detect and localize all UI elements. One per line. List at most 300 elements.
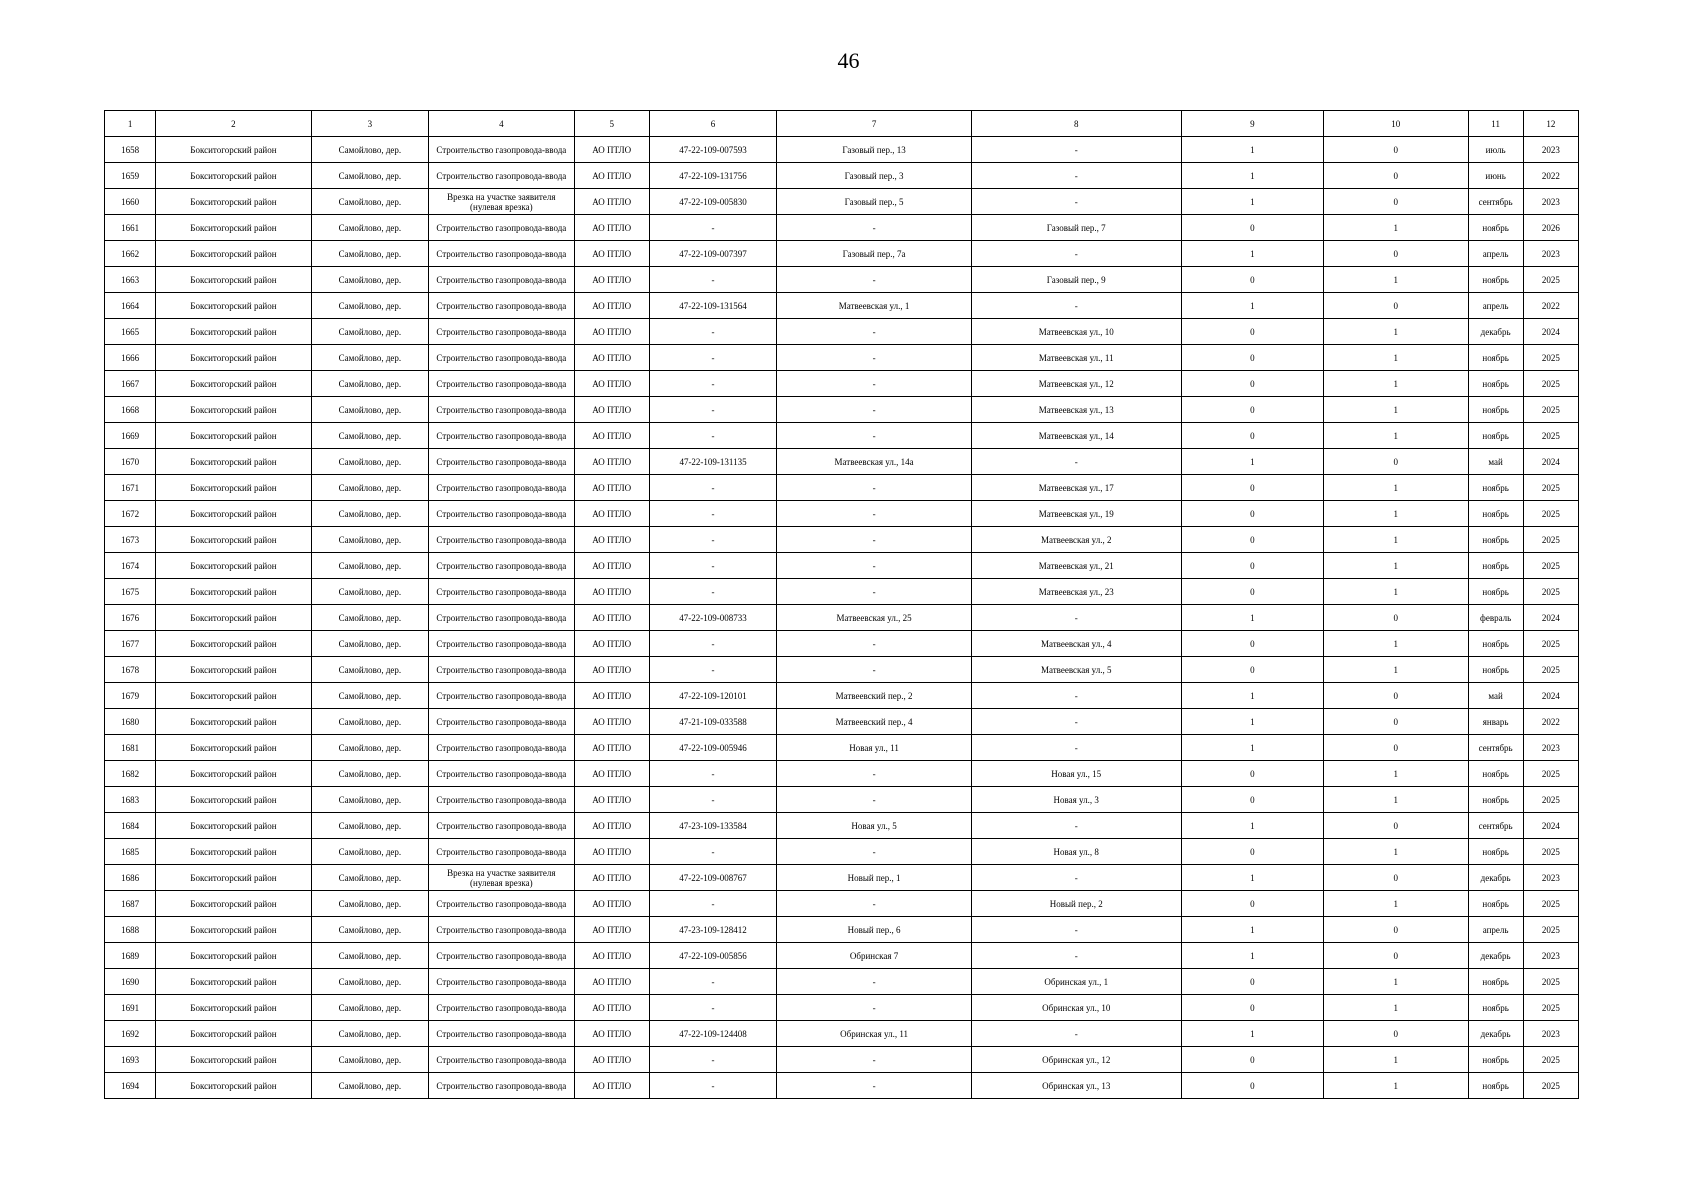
table-row (105, 1047, 1579, 1073)
cell-month: апрель (1468, 241, 1523, 267)
cell-settlement: Самойлово, дер. (311, 501, 428, 527)
cell-district: Бокситогорский район (156, 319, 312, 345)
cell-address: - (777, 371, 972, 397)
cell-planned-address: - (971, 189, 1181, 215)
cell-work-type: Строительство газопровода-ввода (429, 1021, 574, 1047)
cell-address: - (777, 761, 972, 787)
cell-district: Бокситогорский район (156, 865, 312, 891)
table-row (105, 527, 1579, 553)
column-header: 2 (156, 111, 312, 137)
cell-month: апрель (1468, 917, 1523, 943)
cell-district: Бокситогорский район (156, 345, 312, 371)
cell-organization: АО ПТЛО (574, 137, 649, 163)
cell-planned-address: Газовый пер., 9 (971, 267, 1181, 293)
cell-row-number: 1684 (105, 813, 156, 839)
cell-cadastral-number: - (649, 761, 776, 787)
cell-settlement: Самойлово, дер. (311, 1021, 428, 1047)
cell-settlement: Самойлово, дер. (311, 969, 428, 995)
column-header: 5 (574, 111, 649, 137)
cell-work-type: Строительство газопровода-ввода (429, 319, 574, 345)
cell-row-number: 1658 (105, 137, 156, 163)
table-row (105, 839, 1579, 865)
cell-settlement: Самойлово, дер. (311, 449, 428, 475)
cell-work-type: Строительство газопровода-ввода (429, 215, 574, 241)
table-row (105, 631, 1579, 657)
cell-year: 2026 (1523, 215, 1578, 241)
cell-count-a: 0 (1181, 319, 1323, 345)
cell-row-number: 1664 (105, 293, 156, 319)
cell-count-b: 1 (1324, 475, 1468, 501)
cell-row-number: 1687 (105, 891, 156, 917)
cell-count-b: 1 (1324, 371, 1468, 397)
cell-count-b: 1 (1324, 631, 1468, 657)
cell-year: 2023 (1523, 1021, 1578, 1047)
cell-organization: АО ПТЛО (574, 267, 649, 293)
cell-settlement: Самойлово, дер. (311, 735, 428, 761)
cell-row-number: 1666 (105, 345, 156, 371)
cell-organization: АО ПТЛО (574, 1021, 649, 1047)
cell-count-b: 0 (1324, 449, 1468, 475)
cell-count-b: 0 (1324, 241, 1468, 267)
cell-district: Бокситогорский район (156, 761, 312, 787)
cell-count-a: 0 (1181, 891, 1323, 917)
table-row (105, 189, 1579, 215)
cell-month: ноябрь (1468, 631, 1523, 657)
gasification-table (104, 110, 1579, 1099)
cell-count-a: 0 (1181, 371, 1323, 397)
cell-district: Бокситогорский район (156, 1073, 312, 1099)
cell-district: Бокситогорский район (156, 657, 312, 683)
cell-settlement: Самойлово, дер. (311, 189, 428, 215)
cell-settlement: Самойлово, дер. (311, 605, 428, 631)
table-row (105, 1073, 1579, 1099)
table-row (105, 215, 1579, 241)
cell-planned-address: Матвеевская ул., 13 (971, 397, 1181, 423)
cell-year: 2025 (1523, 787, 1578, 813)
cell-district: Бокситогорский район (156, 215, 312, 241)
cell-year: 2025 (1523, 657, 1578, 683)
cell-work-type: Строительство газопровода-ввода (429, 891, 574, 917)
cell-month: ноябрь (1468, 1047, 1523, 1073)
cell-year: 2023 (1523, 865, 1578, 891)
cell-row-number: 1671 (105, 475, 156, 501)
cell-count-b: 0 (1324, 189, 1468, 215)
cell-cadastral-number: - (649, 553, 776, 579)
cell-row-number: 1680 (105, 709, 156, 735)
cell-planned-address: Матвеевская ул., 5 (971, 657, 1181, 683)
cell-organization: АО ПТЛО (574, 215, 649, 241)
cell-organization: АО ПТЛО (574, 371, 649, 397)
cell-address: Новый пер., 6 (777, 917, 972, 943)
column-header: 7 (777, 111, 972, 137)
cell-planned-address: Обринская ул., 10 (971, 995, 1181, 1021)
cell-organization: АО ПТЛО (574, 865, 649, 891)
cell-work-type: Строительство газопровода-ввода (429, 241, 574, 267)
cell-address: - (777, 657, 972, 683)
cell-address: - (777, 475, 972, 501)
cell-month: сентябрь (1468, 813, 1523, 839)
cell-count-b: 0 (1324, 163, 1468, 189)
cell-district: Бокситогорский район (156, 449, 312, 475)
cell-planned-address: Новая ул., 8 (971, 839, 1181, 865)
cell-district: Бокситогорский район (156, 943, 312, 969)
cell-count-b: 1 (1324, 995, 1468, 1021)
cell-address: Обринская 7 (777, 943, 972, 969)
cell-cadastral-number: 47-22-109-007397 (649, 241, 776, 267)
cell-cadastral-number: 47-22-109-005856 (649, 943, 776, 969)
cell-work-type: Строительство газопровода-ввода (429, 683, 574, 709)
cell-cadastral-number: - (649, 1047, 776, 1073)
cell-organization: АО ПТЛО (574, 449, 649, 475)
cell-district: Бокситогорский район (156, 891, 312, 917)
cell-count-a: 0 (1181, 1047, 1323, 1073)
cell-month: январь (1468, 709, 1523, 735)
cell-row-number: 1689 (105, 943, 156, 969)
table-row (105, 553, 1579, 579)
cell-count-a: 1 (1181, 605, 1323, 631)
cell-organization: АО ПТЛО (574, 657, 649, 683)
cell-count-b: 1 (1324, 527, 1468, 553)
cell-settlement: Самойлово, дер. (311, 215, 428, 241)
cell-settlement: Самойлово, дер. (311, 527, 428, 553)
cell-month: декабрь (1468, 943, 1523, 969)
column-header: 3 (311, 111, 428, 137)
cell-organization: АО ПТЛО (574, 475, 649, 501)
cell-settlement: Самойлово, дер. (311, 631, 428, 657)
cell-settlement: Самойлово, дер. (311, 891, 428, 917)
cell-district: Бокситогорский район (156, 631, 312, 657)
cell-address: - (777, 891, 972, 917)
cell-district: Бокситогорский район (156, 293, 312, 319)
cell-row-number: 1669 (105, 423, 156, 449)
cell-count-b: 1 (1324, 891, 1468, 917)
cell-row-number: 1673 (105, 527, 156, 553)
cell-district: Бокситогорский район (156, 787, 312, 813)
cell-address: - (777, 501, 972, 527)
cell-address: - (777, 995, 972, 1021)
cell-count-b: 1 (1324, 345, 1468, 371)
cell-address: Новая ул., 11 (777, 735, 972, 761)
cell-year: 2022 (1523, 709, 1578, 735)
cell-cadastral-number: 47-22-109-131135 (649, 449, 776, 475)
cell-address: - (777, 969, 972, 995)
column-header: 9 (1181, 111, 1323, 137)
cell-year: 2025 (1523, 839, 1578, 865)
table-row (105, 1021, 1579, 1047)
cell-work-type: Строительство газопровода-ввода (429, 709, 574, 735)
cell-cadastral-number: 47-22-109-005946 (649, 735, 776, 761)
table-row (105, 137, 1579, 163)
cell-address: Новая ул., 5 (777, 813, 972, 839)
cell-planned-address: - (971, 943, 1181, 969)
cell-settlement: Самойлово, дер. (311, 1047, 428, 1073)
cell-month: сентябрь (1468, 735, 1523, 761)
cell-planned-address: Матвеевская ул., 10 (971, 319, 1181, 345)
cell-settlement: Самойлово, дер. (311, 917, 428, 943)
column-header: 6 (649, 111, 776, 137)
cell-address: Газовый пер., 5 (777, 189, 972, 215)
cell-year: 2025 (1523, 969, 1578, 995)
cell-district: Бокситогорский район (156, 241, 312, 267)
cell-count-a: 1 (1181, 1021, 1323, 1047)
cell-address: Матвеевский пер., 2 (777, 683, 972, 709)
column-number-row (105, 111, 1579, 137)
cell-organization: АО ПТЛО (574, 553, 649, 579)
cell-year: 2024 (1523, 683, 1578, 709)
cell-year: 2023 (1523, 735, 1578, 761)
cell-year: 2025 (1523, 501, 1578, 527)
table-row (105, 267, 1579, 293)
cell-year: 2025 (1523, 475, 1578, 501)
cell-count-b: 1 (1324, 319, 1468, 345)
cell-cadastral-number: 47-22-109-008767 (649, 865, 776, 891)
cell-count-b: 1 (1324, 397, 1468, 423)
cell-planned-address: - (971, 241, 1181, 267)
cell-settlement: Самойлово, дер. (311, 397, 428, 423)
cell-month: ноябрь (1468, 657, 1523, 683)
cell-planned-address: - (971, 293, 1181, 319)
cell-planned-address: Обринская ул., 1 (971, 969, 1181, 995)
cell-address: - (777, 579, 972, 605)
cell-count-a: 0 (1181, 839, 1323, 865)
cell-work-type: Строительство газопровода-ввода (429, 1047, 574, 1073)
cell-year: 2022 (1523, 293, 1578, 319)
cell-address: - (777, 839, 972, 865)
cell-organization: АО ПТЛО (574, 293, 649, 319)
cell-organization: АО ПТЛО (574, 917, 649, 943)
cell-work-type: Строительство газопровода-ввода (429, 605, 574, 631)
table-row (105, 293, 1579, 319)
table-row (105, 241, 1579, 267)
cell-cadastral-number: - (649, 969, 776, 995)
table-row (105, 969, 1579, 995)
cell-row-number: 1676 (105, 605, 156, 631)
cell-count-a: 0 (1181, 527, 1323, 553)
cell-count-b: 1 (1324, 579, 1468, 605)
cell-planned-address: Матвеевская ул., 12 (971, 371, 1181, 397)
cell-year: 2025 (1523, 267, 1578, 293)
cell-district: Бокситогорский район (156, 839, 312, 865)
table-row (105, 709, 1579, 735)
cell-work-type: Строительство газопровода-ввода (429, 1073, 574, 1099)
cell-count-a: 0 (1181, 553, 1323, 579)
cell-organization: АО ПТЛО (574, 527, 649, 553)
cell-settlement: Самойлово, дер. (311, 761, 428, 787)
cell-organization: АО ПТЛО (574, 995, 649, 1021)
cell-cadastral-number: - (649, 475, 776, 501)
cell-settlement: Самойлово, дер. (311, 371, 428, 397)
table-row (105, 475, 1579, 501)
cell-count-a: 0 (1181, 761, 1323, 787)
cell-district: Бокситогорский район (156, 605, 312, 631)
cell-district: Бокситогорский район (156, 189, 312, 215)
cell-row-number: 1691 (105, 995, 156, 1021)
cell-cadastral-number: - (649, 1073, 776, 1099)
cell-cadastral-number: - (649, 527, 776, 553)
cell-count-a: 0 (1181, 969, 1323, 995)
cell-count-a: 0 (1181, 423, 1323, 449)
column-header: 1 (105, 111, 156, 137)
cell-address: Газовый пер., 7а (777, 241, 972, 267)
cell-month: декабрь (1468, 319, 1523, 345)
cell-organization: АО ПТЛО (574, 345, 649, 371)
cell-work-type: Строительство газопровода-ввода (429, 631, 574, 657)
cell-planned-address: Матвеевская ул., 2 (971, 527, 1181, 553)
cell-work-type: Врезка на участке заявителя (нулевая врезка) (429, 189, 574, 215)
cell-district: Бокситогорский район (156, 969, 312, 995)
cell-count-a: 1 (1181, 449, 1323, 475)
cell-work-type: Врезка на участке заявителя (нулевая врезка) (429, 865, 574, 891)
cell-organization: АО ПТЛО (574, 423, 649, 449)
cell-row-number: 1688 (105, 917, 156, 943)
cell-year: 2024 (1523, 449, 1578, 475)
cell-row-number: 1660 (105, 189, 156, 215)
table-row (105, 891, 1579, 917)
cell-settlement: Самойлово, дер. (311, 163, 428, 189)
cell-settlement: Самойлово, дер. (311, 657, 428, 683)
cell-year: 2025 (1523, 553, 1578, 579)
cell-settlement: Самойлово, дер. (311, 137, 428, 163)
cell-count-a: 0 (1181, 631, 1323, 657)
cell-count-a: 0 (1181, 501, 1323, 527)
cell-address: Обринская ул., 11 (777, 1021, 972, 1047)
cell-month: февраль (1468, 605, 1523, 631)
cell-row-number: 1659 (105, 163, 156, 189)
cell-cadastral-number: - (649, 345, 776, 371)
cell-organization: АО ПТЛО (574, 163, 649, 189)
cell-address: - (777, 787, 972, 813)
cell-year: 2025 (1523, 397, 1578, 423)
cell-row-number: 1672 (105, 501, 156, 527)
cell-organization: АО ПТЛО (574, 579, 649, 605)
cell-work-type: Строительство газопровода-ввода (429, 501, 574, 527)
cell-settlement: Самойлово, дер. (311, 241, 428, 267)
cell-district: Бокситогорский район (156, 475, 312, 501)
table-row (105, 787, 1579, 813)
cell-organization: АО ПТЛО (574, 1047, 649, 1073)
cell-address: - (777, 215, 972, 241)
cell-month: ноябрь (1468, 553, 1523, 579)
cell-row-number: 1663 (105, 267, 156, 293)
cell-count-b: 0 (1324, 709, 1468, 735)
table-row (105, 865, 1579, 891)
table-row (105, 345, 1579, 371)
cell-organization: АО ПТЛО (574, 735, 649, 761)
cell-planned-address: - (971, 137, 1181, 163)
cell-district: Бокситогорский район (156, 709, 312, 735)
cell-month: май (1468, 449, 1523, 475)
cell-count-a: 0 (1181, 995, 1323, 1021)
cell-planned-address: Матвеевская ул., 23 (971, 579, 1181, 605)
cell-row-number: 1667 (105, 371, 156, 397)
cell-count-b: 1 (1324, 553, 1468, 579)
cell-address: - (777, 1047, 972, 1073)
cell-settlement: Самойлово, дер. (311, 293, 428, 319)
cell-count-a: 1 (1181, 137, 1323, 163)
cell-year: 2024 (1523, 319, 1578, 345)
page-number: 46 (837, 48, 860, 73)
cell-settlement: Самойлово, дер. (311, 475, 428, 501)
cell-address: Матвеевский пер., 4 (777, 709, 972, 735)
cell-row-number: 1661 (105, 215, 156, 241)
table-row (105, 579, 1579, 605)
cell-count-b: 0 (1324, 917, 1468, 943)
cell-count-a: 1 (1181, 683, 1323, 709)
cell-work-type: Строительство газопровода-ввода (429, 553, 574, 579)
cell-district: Бокситогорский район (156, 683, 312, 709)
cell-work-type: Строительство газопровода-ввода (429, 137, 574, 163)
cell-count-a: 0 (1181, 397, 1323, 423)
cell-district: Бокситогорский район (156, 579, 312, 605)
cell-organization: АО ПТЛО (574, 943, 649, 969)
cell-district: Бокситогорский район (156, 501, 312, 527)
cell-settlement: Самойлово, дер. (311, 709, 428, 735)
cell-cadastral-number: 47-22-109-007593 (649, 137, 776, 163)
cell-planned-address: Обринская ул., 13 (971, 1073, 1181, 1099)
cell-count-b: 0 (1324, 683, 1468, 709)
cell-work-type: Строительство газопровода-ввода (429, 423, 574, 449)
cell-row-number: 1670 (105, 449, 156, 475)
cell-work-type: Строительство газопровода-ввода (429, 735, 574, 761)
cell-district: Бокситогорский район (156, 137, 312, 163)
cell-address: Матвеевская ул., 25 (777, 605, 972, 631)
cell-year: 2022 (1523, 163, 1578, 189)
cell-count-b: 0 (1324, 137, 1468, 163)
cell-settlement: Самойлово, дер. (311, 423, 428, 449)
cell-work-type: Строительство газопровода-ввода (429, 813, 574, 839)
cell-cadastral-number: 47-21-109-033588 (649, 709, 776, 735)
cell-settlement: Самойлово, дер. (311, 267, 428, 293)
cell-organization: АО ПТЛО (574, 683, 649, 709)
table-row (105, 735, 1579, 761)
cell-organization: АО ПТЛО (574, 709, 649, 735)
cell-month: ноябрь (1468, 371, 1523, 397)
cell-planned-address: Матвеевская ул., 14 (971, 423, 1181, 449)
cell-year: 2025 (1523, 1073, 1578, 1099)
cell-count-a: 0 (1181, 345, 1323, 371)
cell-count-a: 0 (1181, 657, 1323, 683)
cell-year: 2023 (1523, 241, 1578, 267)
cell-work-type: Строительство газопровода-ввода (429, 917, 574, 943)
cell-row-number: 1693 (105, 1047, 156, 1073)
cell-address: - (777, 553, 972, 579)
cell-row-number: 1679 (105, 683, 156, 709)
table-row (105, 423, 1579, 449)
cell-planned-address: - (971, 917, 1181, 943)
cell-count-b: 1 (1324, 215, 1468, 241)
cell-planned-address: - (971, 865, 1181, 891)
cell-count-a: 0 (1181, 215, 1323, 241)
cell-work-type: Строительство газопровода-ввода (429, 163, 574, 189)
cell-row-number: 1681 (105, 735, 156, 761)
cell-year: 2025 (1523, 345, 1578, 371)
cell-count-b: 1 (1324, 423, 1468, 449)
cell-planned-address: - (971, 163, 1181, 189)
cell-count-b: 0 (1324, 813, 1468, 839)
cell-cadastral-number: 47-22-109-124408 (649, 1021, 776, 1047)
cell-count-b: 1 (1324, 657, 1468, 683)
cell-month: май (1468, 683, 1523, 709)
cell-planned-address: - (971, 709, 1181, 735)
cell-work-type: Строительство газопровода-ввода (429, 761, 574, 787)
cell-planned-address: - (971, 735, 1181, 761)
cell-month: ноябрь (1468, 475, 1523, 501)
cell-settlement: Самойлово, дер. (311, 1073, 428, 1099)
cell-work-type: Строительство газопровода-ввода (429, 527, 574, 553)
cell-district: Бокситогорский район (156, 371, 312, 397)
cell-year: 2025 (1523, 631, 1578, 657)
cell-district: Бокситогорский район (156, 813, 312, 839)
